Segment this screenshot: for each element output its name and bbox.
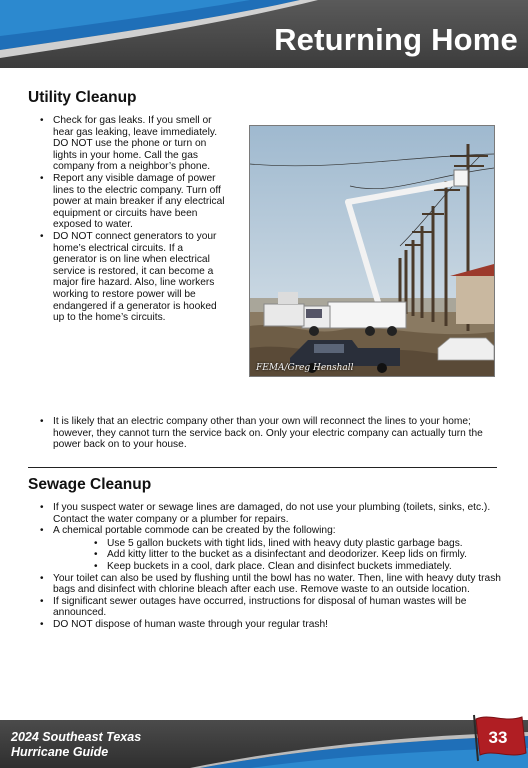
commode-sub-list — [94, 538, 506, 573]
list-item: • DO NOT connect generators to your home’s electrical circuits. If a generator is on line when electrical service is restored, it can become a major fire hazard. Also, line workers working to restore power will be endangered if a generator is hooked up to the home’s circuits. — [40, 231, 226, 324]
list-item: • DO NOT dispose of human waste through your regular trash! — [40, 619, 506, 631]
sewage-cleanup-heading: Sewage Cleanup — [28, 476, 152, 493]
sub-list-item: • Use 5 gallon buckets with tight lids, lined with heavy duty plastic garbage bags. — [94, 538, 506, 550]
list-item — [40, 525, 506, 572]
list-item: • Check for gas leaks. If you smell or hear gas leaking, leave immediately. DO NOT use the phone or turn on lights in your home. Call the gas company from a neighbor’s phone. — [40, 115, 226, 173]
page-number: 33 — [488, 728, 508, 747]
guide-title — [11, 730, 141, 760]
sub-list-item: • Add kitty litter to the bucket as a disinfectant and deodorizer. Keep lids on firmly. — [94, 549, 506, 561]
list-item: • Report any visible damage of power lines to the electric company. Turn off power at main breaker if any electrical equipment or circuits have been exposed to water. — [40, 173, 226, 231]
section-divider — [28, 467, 497, 468]
guide-title-line1: 2024 Southeast Texas — [11, 730, 142, 744]
page-header — [0, 0, 528, 68]
list-item: • It is likely that an electric company other than your own will reconnect the lines to your home; however, they cannot turn the service back on. Only your electric company can actually turn the power back on to your house. — [40, 416, 500, 451]
list-item: • If you suspect water or sewage lines are damaged, do not use your plumbing (toilets, sinks, etc.). Contact the water company or a plumber for repairs. — [40, 502, 506, 525]
list-item-text: A chemical portable commode can be created by the following: — [53, 525, 336, 537]
photo-credit: FEMA/Greg Henshall — [256, 363, 354, 373]
guide-title-line2: Hurricane Guide — [11, 745, 109, 759]
utility-bullet-list-wide — [40, 416, 500, 451]
utility-cleanup-heading: Utility Cleanup — [28, 89, 137, 106]
page-title: Returning Home — [274, 22, 518, 57]
sub-list-item: • Keep buckets in a cool, dark place. Clean and disinfect buckets immediately. — [94, 561, 506, 573]
utility-bullet-list — [40, 115, 226, 324]
list-item: • Your toilet can also be used by flushing until the bowl has no water. Then, line with heavy duty trash bags and disinfect with chlorine bleach after each use. Remove waste to an outside location. — [40, 573, 506, 596]
page-footer — [0, 720, 528, 768]
sewage-bullet-list — [40, 502, 506, 631]
utility-workers-photo — [249, 125, 495, 377]
list-item: • If significant sewer outages have occurred, instructions for disposal of human wastes will be announced. — [40, 596, 506, 619]
